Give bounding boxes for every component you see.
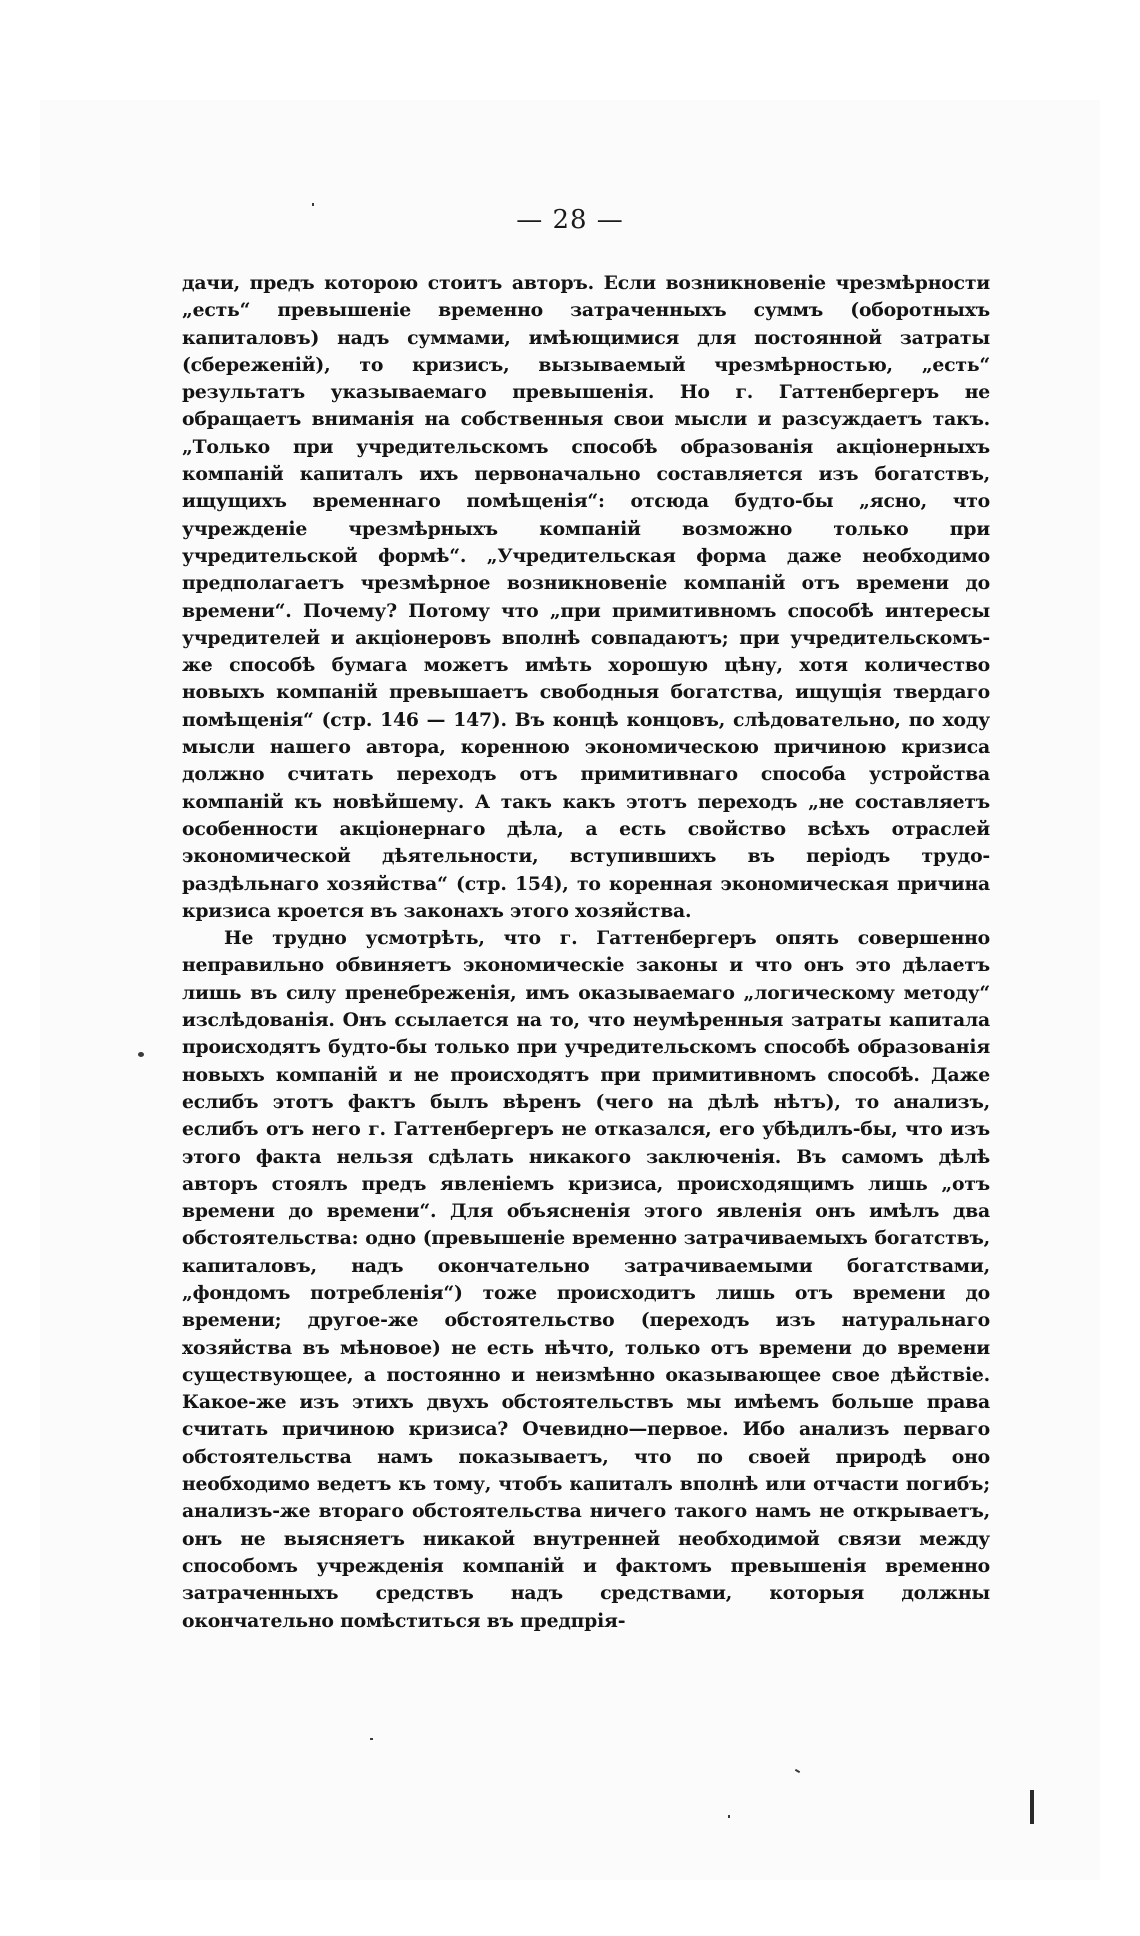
ink-speck [728,1815,730,1818]
paragraph-1: дачи, предъ которою стоитъ авторъ. Если возникновеніе чрезмѣрности „есть“ превышеніе временно затраченныхъ суммъ (оборотныхъ капиталовъ) надъ суммами, имѣющимися для постоянной затраты (сбереженій), то кризисъ, вызываемый чрезмѣрностью, „есть“ результатъ указываемаго превышенія. Но г. Гаттенбергеръ не обращаетъ вниманія на собственныя свои мысли и разсуждаетъ такъ. „Только при учредительскомъ способѣ образованія акціонерныхъ компаній капиталъ ихъ первоначально составляется изъ богатствъ, ищущихъ временнаго помѣщенія“: отсюда будто-бы „ясно, что учрежденіе чрезмѣрныхъ компаній возможно только при учредительской формѣ“. „Учредительская форма даже необходимо предполагаетъ чрезмѣрное возникновеніе компаній отъ времени до времени“. Почему? Потому что „при примитивномъ способѣ интересы учредителей и акціонеровъ вполнѣ совпадаютъ; при учредительскомъ-же способѣ бумага можетъ имѣть хорошую цѣну, хотя количество новыхъ компаній превышаетъ свободныя богатства, ищущія твердаго помѣщенія“ (стр. 146 — 147). Въ концѣ концовъ, слѣдовательно, по ходу мысли нашего автора, коренною экономическою причиною кризиса должно считать переходъ отъ примитивнаго способа устройства компаній къ новѣйшему. А такъ какъ этотъ переходъ „не составляетъ особенности акціонернаго дѣла, а есть свойство всѣхъ отраслей экономической дѣятельности, вступившихъ въ періодъ трудо-раздѣльнаго хозяйства“ (стр. 154), то коренная экономическая причина кризиса кроется въ законахъ этого хозяйства. [182,272,990,922]
page-number: — 28 — [516,205,624,235]
ink-speck [370,1738,373,1740]
scan-edge-mark [1030,1790,1034,1824]
paragraph-2: Не трудно усмотрѣть, что г. Гаттенбергеръ опять совершенно неправильно обвиняетъ экономическіе законы и что онъ это дѣлаетъ лишь въ силу пренебреженія, имъ оказываемаго „логическому методу“ изслѣдованія. Онъ ссылается на то, что неумѣренныя затраты капитала происходятъ будто-бы только при учредительскомъ способѣ образованія новыхъ компаній и не происходятъ при примитивномъ способѣ. Даже еслибъ этотъ фактъ былъ вѣренъ (чего на дѣлѣ нѣтъ), то анализъ, еслибъ отъ него г. Гаттенбергеръ не отказался, его убѣдилъ-бы, что изъ этого факта нельзя сдѣлать никакого заключенія. Въ самомъ дѣлѣ авторъ стоялъ предъ явленіемъ кризиса, происходящимъ лишь „отъ времени до времени“. Для объясненія этого явленія онъ имѣлъ два обстоятельства: одно (превышеніе временно затрачиваемыхъ богатствъ, капиталовъ, надъ окончательно затрачиваемыми богатствами, „фондомъ потребленія“) тоже происходитъ лишь отъ времени до времени; другое-же обстоятельство (переходъ изъ натуральнаго хозяйства въ мѣновое) не есть нѣчто, только отъ времени до времени существующее, а постоянно и неизмѣнно оказывающее свое дѣйствіе. Какое-же изъ этихъ двухъ обстоятельствъ мы имѣемъ больше права считать причиною кризиса? Очевидно—первое. Ибо анализъ перваго обстоятельства намъ показываетъ, что по своей природѣ оно необходимо ведетъ къ тому, чтобъ капиталъ вполнѣ или отчасти погибъ; анализъ-же втораго обстоятельства ничего такого намъ не открываетъ, онъ не выясняетъ никакой внутренней необходимой связи между способомъ учрежденія компаній и фактомъ превышенія временно затраченныхъ средствъ надъ средствами, которыя должны окончательно помѣститься въ предпрія- [182,927,990,1632]
text-column [182,270,990,1635]
ink-speck [312,203,314,206]
ink-speck [138,1052,144,1057]
